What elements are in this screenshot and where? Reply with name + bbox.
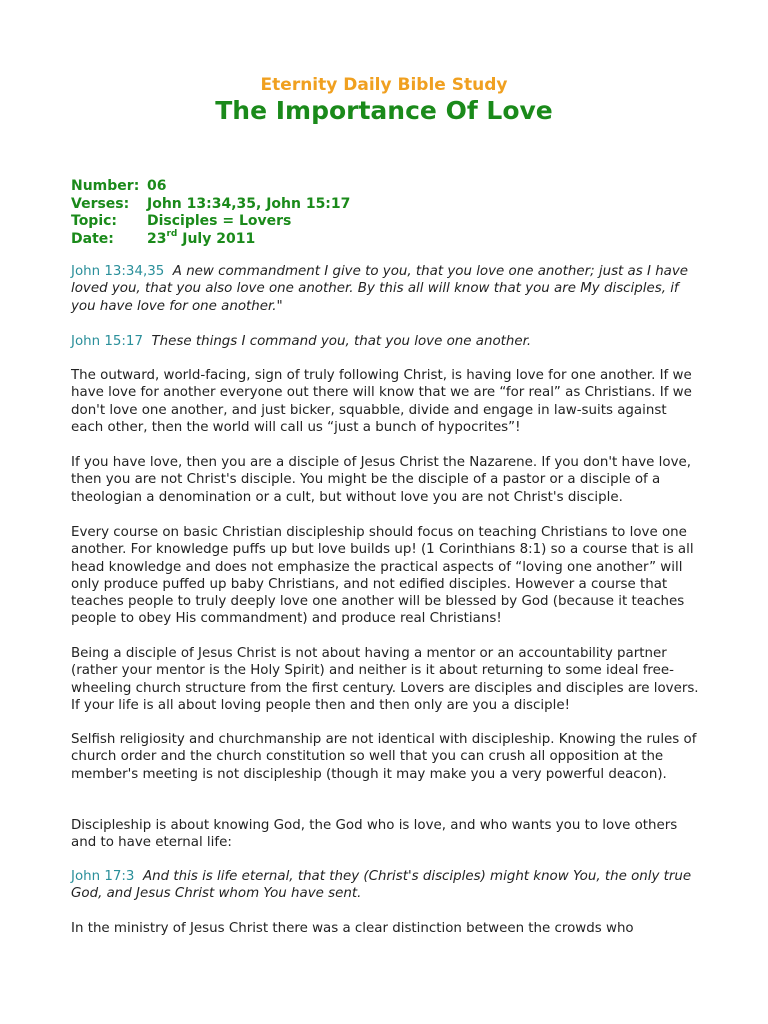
meta-number-row <box>71 178 350 196</box>
date-value <box>147 228 256 249</box>
number-value: 06 <box>147 178 167 194</box>
paragraph: In the ministry of Jesus Christ there was a clear distinction between the crowds who <box>71 921 634 936</box>
verse-block-john-17 <box>71 868 703 903</box>
date-suffix: rd <box>166 228 178 239</box>
verse-text: These things I command you, that you love one another. <box>151 334 532 349</box>
number-label: Number: <box>71 178 140 194</box>
meta-verses-row <box>71 196 350 214</box>
verses-value: John 13:34,35, John 15:17 <box>147 195 351 212</box>
paragraph: If you have love, then you are a disciple of Jesus Christ the Nazarene. If you don't have love, then you are not Christ's disciple. You might be the disciple of a pastor or a disciple of a theologian a denomination or a cult, but without love you are not Christ's disciple. <box>71 455 691 505</box>
verse-block-john-13 <box>71 263 703 315</box>
paragraph: Discipleship is about knowing God, the God who is love, and who wants you to love others and to have eternal life: <box>71 818 678 851</box>
meta-topic-row <box>71 213 350 231</box>
verse-text: A new commandment I give to you, that you love one another; just as I have loved you, that you also love one another. By this all will know that you are My disciples, if you have love for one another." <box>71 264 689 314</box>
paragraph: The outward, world-facing, sign of truly following Christ, is having love for one another. If we have love for another everyone out there will know that we are “for real” as Christians. If we don't love one another, and just bicker, squabble, divide and engage in law-suits against each other, then the world will call us “just a bunch of hypocrites”! <box>71 368 692 435</box>
page-title: The Importance Of Love <box>215 96 553 125</box>
meta-date-row <box>71 228 350 249</box>
series-title: Eternity Daily Bible Study <box>260 75 508 95</box>
verse-reference: John 15:17 <box>71 334 143 349</box>
topic-label: Topic: <box>71 213 118 229</box>
verse-reference: John 17:3 <box>71 869 135 884</box>
verses-label: Verses: <box>71 195 130 212</box>
topic-value: Disciples = Lovers <box>147 213 292 229</box>
date-rest: July 2011 <box>177 230 256 247</box>
paragraph: Being a disciple of Jesus Christ is not about having a mentor or an accountability partner (rather your mentor is the Holy Spirit) and neither is it about returning to some ideal free-wheeling church structure from the first century. Lovers are disciples and disciples are lovers. If your life is all about loving people then and then only are you a disciple! <box>71 646 699 713</box>
paragraph: Every course on basic Christian discipleship should focus on teaching Christians to love one another. For knowledge puffs up but love builds up! (1 Corinthians 8:1) so a course that is all head knowledge and does not emphasize the practical aspects of “loving one another” will only produce puffed up baby Christians, and not edified disciples. However a course that teaches people to truly deeply love one another will be blessed by God (because it teaches people to obey His commandment) and produce real Christians! <box>71 525 694 627</box>
paragraph: Selfish religiosity and churchmanship are not identical with discipleship. Knowing the rules of church order and the church constitution so well that you can crush all opposition at the member's meeting is not discipleship (though it may make you a very powerful deacon). <box>71 732 697 782</box>
verse-block-john-15 <box>71 333 703 350</box>
verse-text: And this is life eternal, that they (Christ's disciples) might know You, the only true God, and Jesus Christ whom You have sent. <box>71 869 692 902</box>
verse-reference: John 13:34,35 <box>71 264 165 279</box>
date-day: 23 <box>147 230 167 247</box>
date-label: Date: <box>71 230 114 247</box>
study-meta <box>71 178 350 248</box>
